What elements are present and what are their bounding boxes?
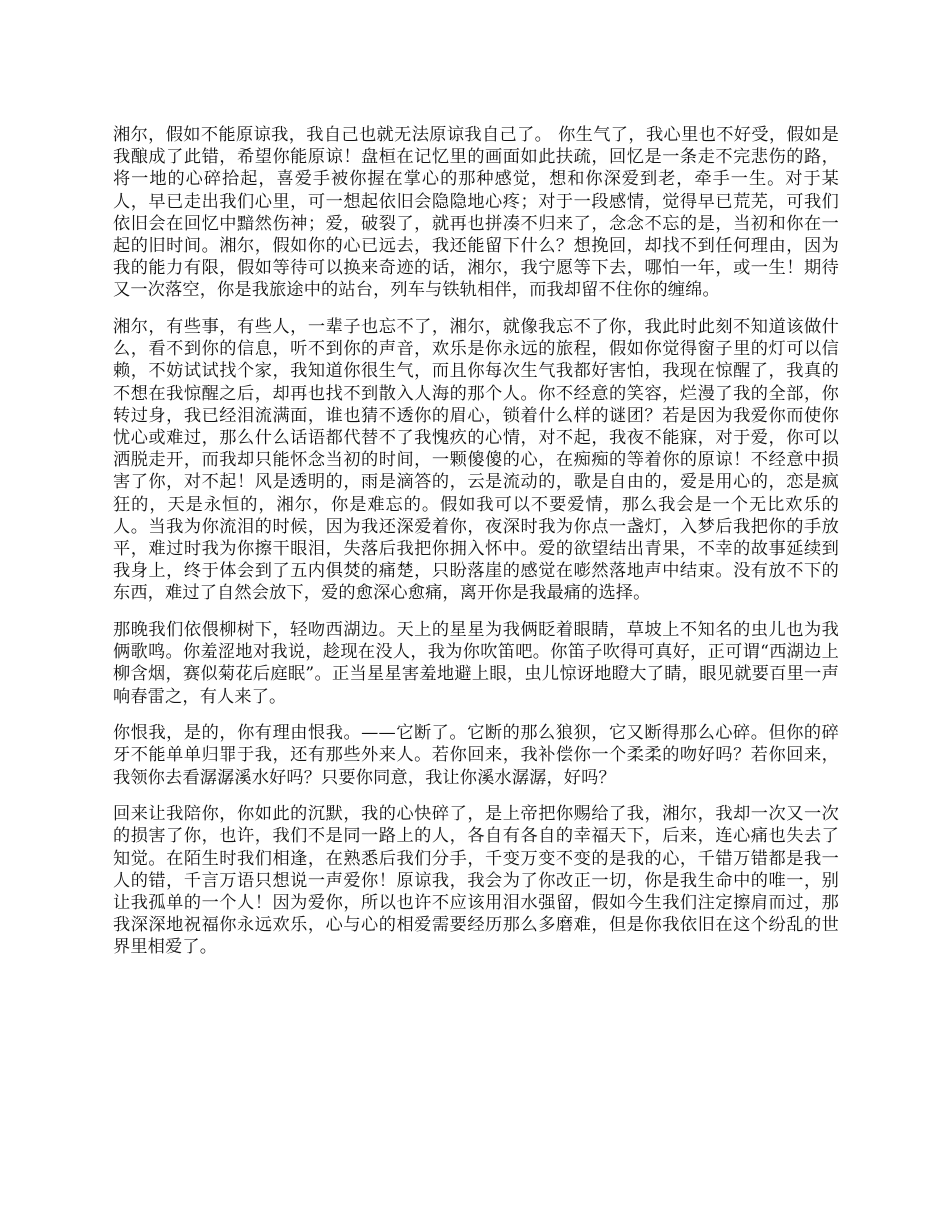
paragraph-4: 你恨我，是的，你有理由恨我。——它断了。它断的那么狼狈，它又断得那么心碎。但你的碎牙不能单单归罪于我，还有那些外来人。若你回来，我补偿你一个柔柔的吻好吗？若你回来，我领你去看潺潺溪水好吗？只要你同意，我让你溪水潺潺，好吗？ xyxy=(113,723,839,788)
paragraph-3: 那晚我们依偎柳树下，轻吻西湖边。天上的星星为我俩眨着眼睛，草坡上不知名的虫儿也为我俩歌鸣。你羞涩地对我说，趁现在没人，我为你吹笛吧。你笛子吹得可真好，正可谓“西湖边上柳含烟，赛似菊花后庭眠”。正当星星害羞地避上眼，虫儿惊讶地瞪大了睛，眼见就要百里一声响春雷之，有人来了。 xyxy=(113,620,839,707)
document-body xyxy=(113,124,839,973)
paragraph-1: 湘尔，假如不能原谅我，我自己也就无法原谅我自己了。 你生气了，我心里也不好受，假如是我酿成了此错，希望你能原谅！盘桓在记忆里的画面如此扶疏，回忆是一条走不完悲伤的路，将一地的心碎拾起，喜爱手被你握在掌心的那种感觉，想和你深爱到老，牵手一生。对于某人，早已走出我们心里，可一想起依旧会隐隐地心疼；对于一段感情，觉得早已荒芜，可我们依旧会在回忆中黯然伤神；爱，破裂了，就再也拼凑不归来了，念念不忘的是，当初和你在一起的旧时间。湘尔，假如你的心已远去，我还能留下什么？想挽回，却找不到任何理由，因为我的能力有限，假如等待可以换来奇迹的话，湘尔，我宁愿等下去，哪怕一年，或一生！期待又一次落空，你是我旅途中的站台，列车与铁轨相伴，而我却留不住你的缠绵。 xyxy=(113,125,839,301)
paragraph-5: 回来让我陪你，你如此的沉默，我的心快碎了，是上帝把你赐给了我，湘尔，我却一次又一次的损害了你，也许，我们不是同一路上的人，各自有各自的幸福天下，后来，连心痛也失去了知觉。在陌生时我们相逢，在熟悉后我们分手，千变万变不变的是我的心，千错万错都是我一人的错，千言万语只想说一声爱你！原谅我，我会为了你改正一切，你是我生命中的唯一，别让我孤单的一个人！因为爱你，所以也许不应该用泪水强留，假如今生我们注定擦肩而过，那我深深地祝福你永远欢乐，心与心的相爱需要经历那么多磨难，但是你我依旧在这个纷乱的世界里相爱了。 xyxy=(113,804,839,958)
paragraph-2: 湘尔，有些事，有些人，一辈子也忘不了，湘尔，就像我忘不了你，我此时此刻不知道该做什么，看不到你的信息，听不到你的声音，欢乐是你永远的旅程，假如你觉得窗子里的灯可以信赖，不妨试试找个家，我知道你很生气，而且你每次生气我都好害怕，我现在惊醒了，我真的不想在我惊醒之后，却再也找不到散入人海的那个人。你不经意的笑容，烂漫了我的全部，你转过身，我已经泪流满面，谁也猜不透你的眉心，锁着什么样的谜团？若是因为我爱你而使你忧心或难过，那么什么话语都代替不了我愧疚的心情，对不起，我夜不能寐，对于爱，你可以洒脱走开，而我却只能怀念当初的时间，一颗傻傻的心，在痴痴的等着你的原谅！不经意中损害了你，对不起！风是透明的，雨是滴答的，云是流动的，歌是自由的，爱是用心的，恋是疯狂的，天是永恒的，湘尔，你是难忘的。假如我可以不要爱情，那么我会是一个无比欢乐的人。当我为你流泪的时候，因为我还深爱着你，夜深时我为你点一盏灯，入梦后我把你的手放平，难过时我为你擦干眼泪，失落后我把你拥入怀中。爱的欲望结出青果，不幸的故事延续到我身上，终于体会到了五内俱焚的痛楚，只盼落崖的感觉在嘭然落地声中结束。没有放不下的东西，难过了自然会放下，爱的愈深心愈痛，离开你是我最痛的选择。 xyxy=(113,317,839,604)
